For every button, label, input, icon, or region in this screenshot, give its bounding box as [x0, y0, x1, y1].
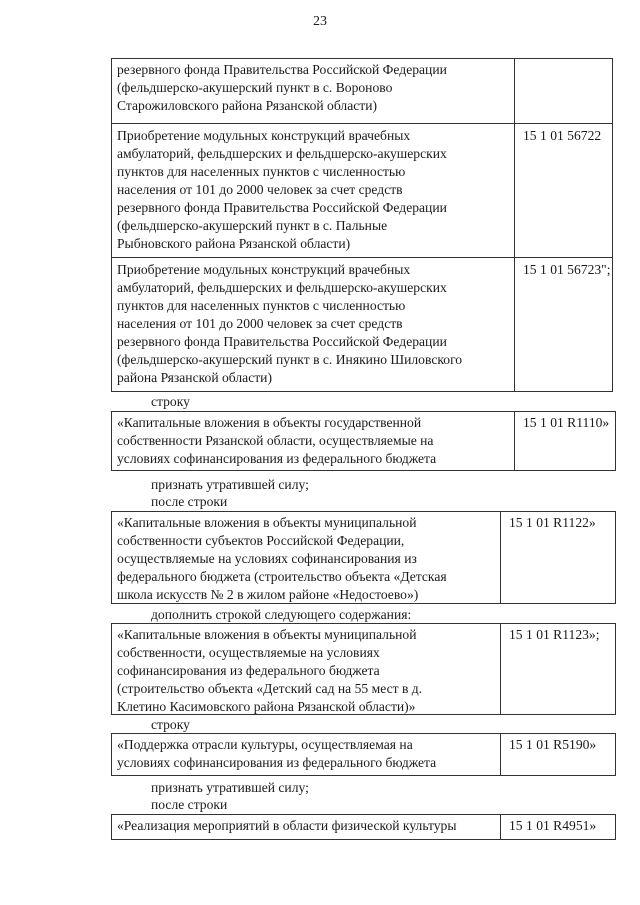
- row-description: «Капитальные вложения в объекты муниципальной собственности, осуществляемые на условиях софинансирования из федерального бюджета (строительство объекта «Детский сад на 55 мест в д. Клетино Касимовского района Рязанской области)»: [112, 624, 501, 714]
- row-description: резервного фонда Правительства Российской Федерации (фельдшерско-акушерский пункт в с. Вороново Старожиловского района Рязанской области): [112, 59, 515, 123]
- row-description: «Капитальные вложения в объекты государственной собственности Рязанской области, осуществляемые на условиях софинансирования из федерального бюджета: [112, 412, 515, 470]
- instruction-text: признать утратившей силу;: [151, 477, 309, 492]
- row-code: 15 1 01 R1123»;: [509, 627, 600, 642]
- row-code: 15 1 01 56723";: [523, 262, 611, 277]
- row-code: [515, 59, 523, 123]
- table-row: [111, 511, 616, 604]
- row-description: Приобретение модульных конструкций врачебных амбулаторий, фельдшерских и фельдшерско-акушерских пунктов для населенных пунктов с численностью населения от 101 до 2000 человек за счет средств резервного фонда Правительства Российской Федерации (фельдшерско-акушерский пункт в с. Инякино Шиловского района Рязанской области): [112, 257, 515, 391]
- row-description: «Капитальные вложения в объекты муниципальной собственности субъектов Российской Федерации, осуществляемые на условиях софинансирования из федерального бюджета (строительство объекта «Детская школа искусств № 2 в жилом районе «Недостоево»): [112, 512, 501, 603]
- page-number: 23: [313, 14, 327, 29]
- table-row: [111, 123, 613, 258]
- table-row: [111, 411, 616, 471]
- instruction-text: после строки: [151, 797, 228, 812]
- row-code: 15 1 01 R4951»: [509, 818, 597, 833]
- row-code: 15 1 01 R5190»: [509, 737, 597, 752]
- instruction-text: строку: [151, 394, 190, 409]
- instruction-text: признать утратившей силу;: [151, 780, 309, 795]
- table-row: [111, 814, 616, 840]
- instruction-text: дополнить строкой следующего содержания:: [151, 607, 412, 622]
- row-description: «Поддержка отрасли культуры, осуществляемая на условиях софинансирования из федерального бюджета: [112, 734, 501, 775]
- row-description: «Реализация мероприятий в области физической культуры: [112, 815, 501, 839]
- instruction-text: строку: [151, 717, 190, 732]
- instruction-text: после строки: [151, 494, 228, 509]
- row-code: 15 1 01 56722: [523, 128, 602, 143]
- row-code: 15 1 01 R1122»: [509, 515, 596, 530]
- table-row: [111, 733, 616, 776]
- table-row: [111, 257, 613, 392]
- row-code: 15 1 01 R1110»: [523, 415, 610, 430]
- table-row: [111, 58, 613, 124]
- row-description: Приобретение модульных конструкций врачебных амбулаторий, фельдшерских и фельдшерско-акушерских пунктов для населенных пунктов с численностью населения от 101 до 2000 человек за счет средств резервного фонда Правительства Российской Федерации (фельдшерско-акушерский пункт в с. Пальные Рыбновского района Рязанской области): [112, 123, 515, 257]
- table-row: [111, 623, 616, 715]
